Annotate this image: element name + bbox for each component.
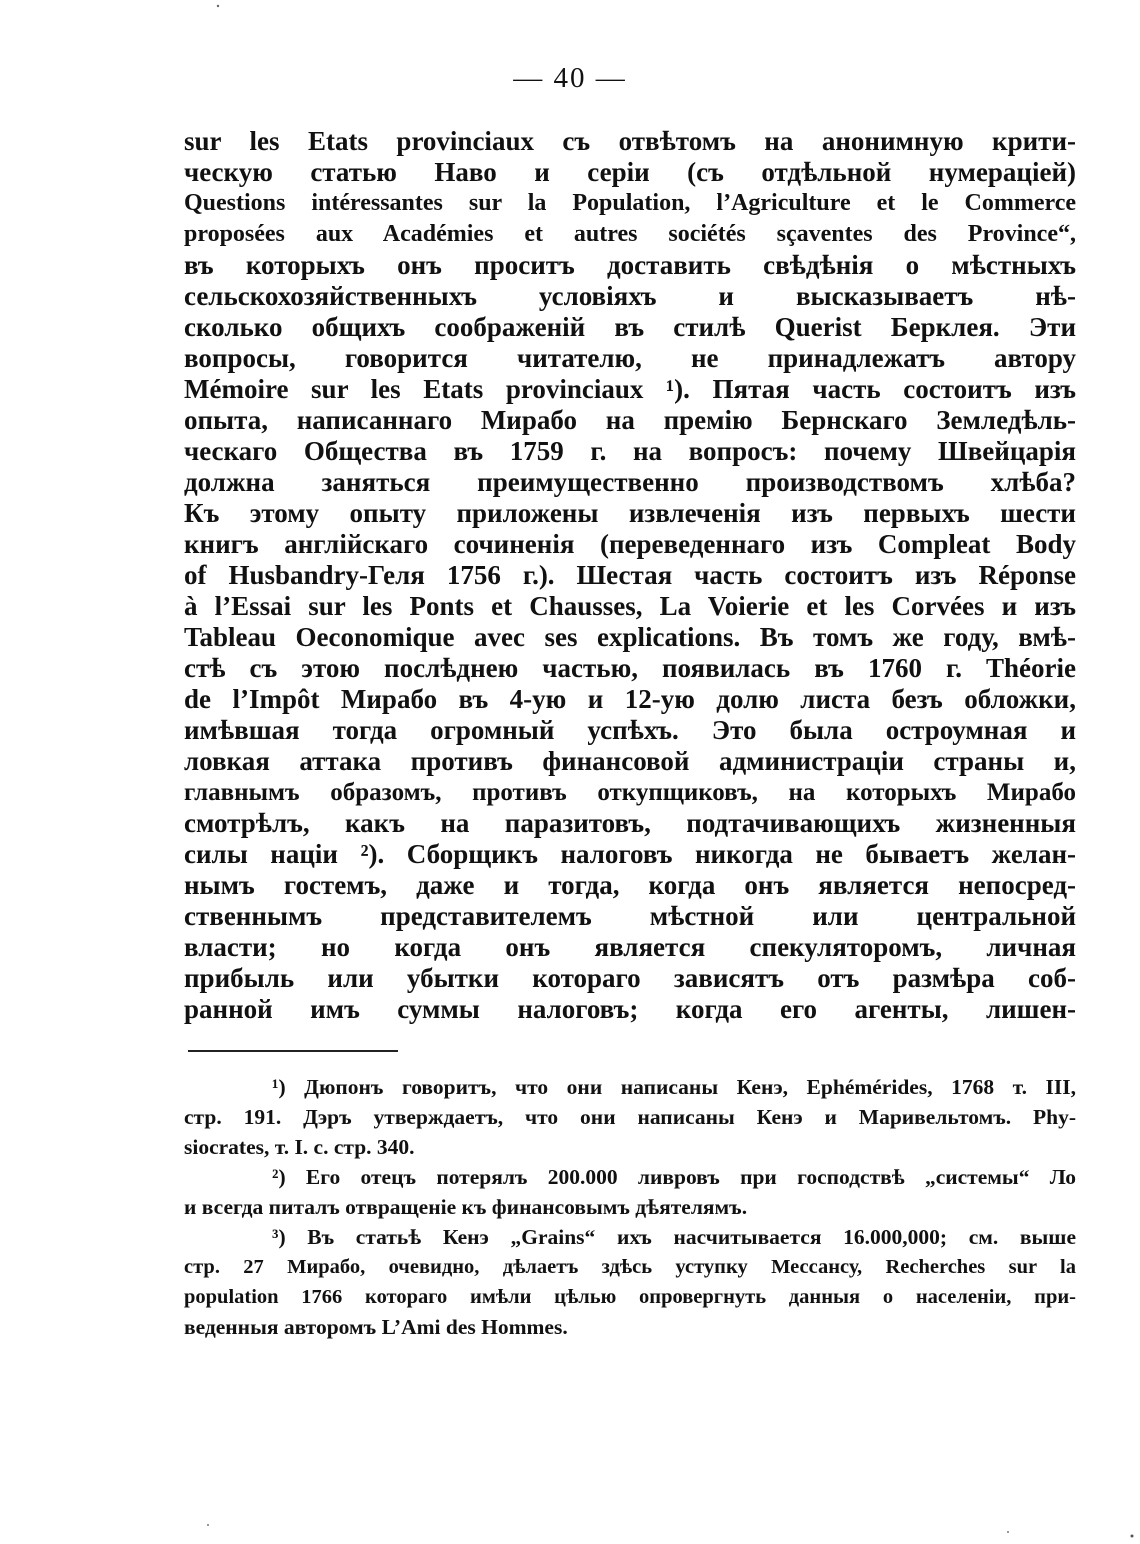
speck [1131, 1535, 1134, 1538]
text-line: proposées aux Académies et autres sociétés sçaventes des Province“, [184, 221, 1076, 247]
footnotes-block [184, 1072, 1076, 1342]
text-line: Questions intéressantes sur la Population, l’Agriculture et le Commerce [184, 190, 1076, 216]
footnote-3 [184, 1222, 1076, 1342]
footnote-line: веденныя авторомъ L’Ami des Hommes. [184, 1315, 568, 1339]
text-line: смотрѣлъ, какъ на паразитовъ, подтачивающихъ жизненныя [184, 808, 1076, 838]
footnote-line: ¹) Дюпонъ говоритъ, что они написаны Кенэ, Ephémérides, 1768 т. III, [272, 1075, 1076, 1099]
text-line: de l’Impôt Мирабо въ 4-ую и 12-ую долю листа безъ обложки, [184, 684, 1076, 714]
footnote-line: population 1766 котораго имѣли цѣлью опровергнуть данныя о населеніи, при- [184, 1286, 1076, 1308]
text-line: силы націи ²). Сборщикъ налоговъ никогда не бываетъ желан- [184, 839, 1076, 869]
footnote-line: стр. 27 Мирабо, очевидно, дѣлаетъ здѣсь уступку Мессансу, Recherches sur la [184, 1256, 1076, 1278]
text-line: должна заняться преимущественно производствомъ хлѣба? [184, 467, 1076, 497]
text-line: ческаго Общества въ 1759 г. на вопросъ: почему Швейцарія [184, 436, 1076, 466]
text-line: сколько общихъ соображеній въ стилѣ Querist Берклея. Эти [184, 312, 1076, 342]
text-line: имѣвшая тогда огромный успѣхъ. Это была остроумная и [184, 715, 1076, 745]
text-line: Tableau Oeconomique avec ses explications. Въ томъ же году, вмѣ- [184, 622, 1076, 652]
text-line: власти; но когда онъ является спекуляторомъ, личная [184, 932, 1076, 962]
footnote-divider [188, 1050, 398, 1052]
footnote-line: siocrates, т. I. с. стр. 340. [184, 1135, 415, 1159]
text-line: прибыль или убытки котораго зависятъ отъ размѣра соб- [184, 963, 1076, 993]
text-line: вопросы, говорится читателю, не принадлежатъ автору [184, 343, 1076, 373]
text-line: of Husbandry-Геля 1756 г.). Шестая часть состоитъ изъ Réponse [184, 560, 1076, 590]
text-line: опыта, написаннаго Мирабо на премію Бернскаго Земледѣль- [184, 405, 1076, 435]
text-line: ловкая аттака противъ финансовой администраціи страны и, [184, 746, 1076, 776]
page-number: — 40 — [513, 62, 627, 94]
footnote-line: ³) Въ статьѣ Кенэ „Grains“ ихъ насчитывается 16.000,000; см. выше [272, 1225, 1076, 1249]
text-line: sur les Etats provinciaux съ отвѣтомъ на анонимную крити- [184, 126, 1076, 156]
footnote-line: и всегда питалъ отвращеніе къ финансовымъ дѣятелямъ. [184, 1195, 748, 1219]
text-line: стѣ съ этою послѣднею частью, появилась въ 1760 г. Théorie [184, 653, 1076, 683]
text-line: книгъ англійскаго сочиненія (переведеннаго изъ Compleat Body [184, 529, 1076, 559]
text-line: ственнымъ представителемъ мѣстной или центральной [184, 901, 1076, 931]
text-line: главнымъ образомъ, противъ откупщиковъ, на которыхъ Мирабо [184, 779, 1076, 806]
speck [217, 5, 219, 7]
footnote-line: стр. 191. Дэръ утверждаетъ, что они написаны Кенэ и Маривельтомъ. Phy- [184, 1105, 1076, 1129]
text-line: Къ этому опыту приложены извлеченія изъ первыхъ шести [184, 498, 1076, 528]
text-line: Mémoire sur les Etats provinciaux ¹). Пятая часть состоитъ изъ [184, 374, 1076, 404]
speck [1007, 1531, 1009, 1533]
text-line: ранной имъ суммы налоговъ; когда его агенты, лишен- [184, 994, 1076, 1024]
footnote-1 [184, 1072, 1076, 1162]
footnote-2 [184, 1162, 1076, 1222]
text-line: въ которыхъ онъ проситъ доставить свѣдѣнія о мѣстныхъ [184, 250, 1076, 280]
main-text-block [184, 126, 1076, 1025]
text-line: ческую статью Наво и серіи (съ отдѣльной нумераціей) [184, 157, 1076, 187]
footnote-line: ²) Его отецъ потерялъ 200.000 ливровъ при господствѣ „системы“ Ло [272, 1165, 1076, 1189]
text-line: à l’Essai sur les Ponts et Chausses, La Voierie et les Corvées и изъ [184, 591, 1076, 621]
text-line: сельскохозяйственныхъ условіяхъ и высказываетъ нѣ- [184, 281, 1076, 311]
text-line: нымъ гостемъ, даже и тогда, когда онъ является непосред- [184, 870, 1076, 900]
speck [207, 1524, 209, 1526]
